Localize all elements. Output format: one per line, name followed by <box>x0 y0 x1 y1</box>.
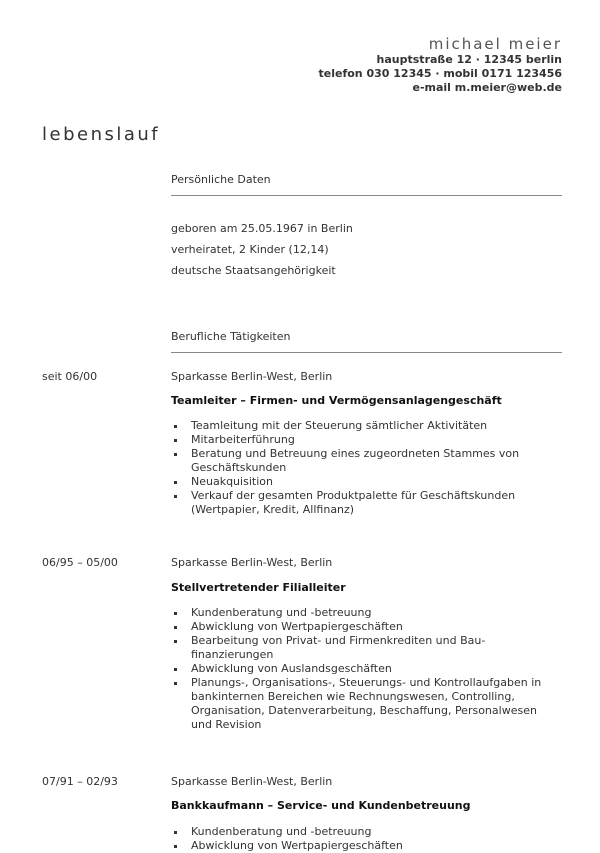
bullet-icon <box>174 439 177 442</box>
bullet-icon <box>174 495 177 498</box>
list-item <box>171 419 551 433</box>
job-date: 06/95 – 05/00 <box>42 556 118 569</box>
bullet-icon <box>174 453 177 456</box>
list-item <box>171 676 551 732</box>
job-employer: Sparkasse Berlin-West, Berlin <box>171 775 333 788</box>
task-list <box>171 419 551 517</box>
list-item <box>171 662 551 676</box>
task-text: Planungs-, Organisations-, Steuerungs- und Kontrollaufgaben in bankinternen Bereichen wie Rechnungswesen, Controlling, Organisation, Datenverarbeitung, Beschaffung, Personalwesen und Revision <box>191 676 542 731</box>
bullet-icon <box>174 668 177 671</box>
list-item <box>171 839 551 853</box>
section-heading: Berufliche Tätigkeiten <box>171 330 562 353</box>
bullet-icon <box>174 425 177 428</box>
address-line: hauptstraße 12 · 12345 berlin <box>376 53 562 66</box>
family-info: verheiratet, 2 Kinder (12,14) <box>171 243 329 256</box>
contact-header <box>319 36 562 95</box>
task-text: Abwicklung von Auslandsgeschäften <box>191 662 392 675</box>
task-text: Abwicklung von Wertpapiergeschäften <box>191 620 403 633</box>
list-item <box>171 433 551 447</box>
task-text: Bearbeitung von Privat- und Firmenkrediten und Bau-finanzierungen <box>191 634 486 661</box>
bullet-icon <box>174 682 177 685</box>
list-item <box>171 489 551 517</box>
section-personal <box>171 173 562 196</box>
section-heading: Persönliche Daten <box>171 173 562 196</box>
bullet-icon <box>174 612 177 615</box>
task-text: Verkauf der gesamten Produktpalette für Geschäftskunden (Wertpapier, Kredit, Allfinanz) <box>191 489 516 516</box>
task-list <box>171 606 551 732</box>
document-title: lebenslauf <box>42 124 161 145</box>
list-item <box>171 447 551 475</box>
bullet-icon <box>174 831 177 834</box>
task-text: Beratung und Betreuung eines zugeordneten Stammes von Geschäftskunden <box>191 447 520 474</box>
birth-info: geboren am 25.05.1967 in Berlin <box>171 222 353 235</box>
job-employer: Sparkasse Berlin-West, Berlin <box>171 370 333 383</box>
citizenship-info: deutsche Staatsangehörigkeit <box>171 264 336 277</box>
bullet-icon <box>174 845 177 848</box>
email-line: e-mail m.meier@web.de <box>412 81 562 94</box>
task-text: Teamleitung mit der Steuerung sämtlicher Aktivitäten <box>191 419 488 432</box>
list-item <box>171 475 551 489</box>
job-date: 07/91 – 02/93 <box>42 775 118 788</box>
list-item <box>171 620 551 634</box>
bullet-icon <box>174 481 177 484</box>
phone-line: telefon 030 12345 · mobil 0171 123456 <box>318 67 562 80</box>
task-text: Neuakquisition <box>191 475 273 488</box>
job-date: seit 06/00 <box>42 370 98 383</box>
list-item <box>171 825 551 839</box>
section-career <box>171 330 562 353</box>
task-text: Kundenberatung und -betreuung <box>191 825 372 838</box>
list-item <box>171 634 551 662</box>
task-list <box>171 825 551 853</box>
task-text: Kundenberatung und -betreuung <box>191 606 372 619</box>
bullet-icon <box>174 640 177 643</box>
list-item <box>171 606 551 620</box>
task-text: Abwicklung von Wertpapiergeschäften <box>191 839 403 852</box>
job-role: Teamleiter – Firmen- und Vermögensanlagengeschäft <box>171 394 502 407</box>
applicant-name: michael meier <box>428 35 562 53</box>
job-employer: Sparkasse Berlin-West, Berlin <box>171 556 333 569</box>
bullet-icon <box>174 626 177 629</box>
job-role: Bankkaufmann – Service- und Kundenbetreuung <box>171 799 471 812</box>
job-role: Stellvertretender Filialleiter <box>171 581 346 594</box>
task-text: Mitarbeiterführung <box>191 433 295 446</box>
